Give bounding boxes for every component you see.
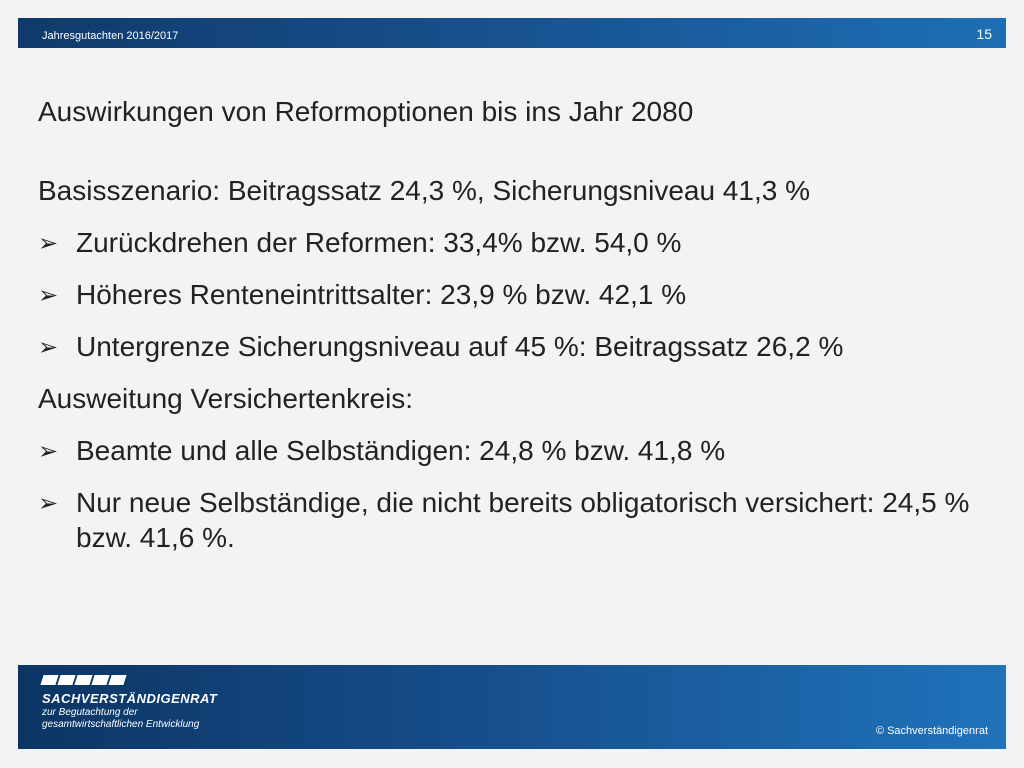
page-number: 15 — [976, 26, 992, 42]
slide-content — [38, 95, 1018, 572]
basis-scenario-line: Basisszenario: Beitragssatz 24,3 %, Sicherungsniveau 41,3 % — [38, 175, 810, 206]
bullet-text: Nur neue Selbständige, die nicht bereits obligatorisch versichert: 24,5 % bzw. 41,6 %. — [76, 487, 970, 553]
bullet-item — [38, 277, 1018, 312]
slide-title: Auswirkungen von Reformoptionen bis ins Jahr 2080 — [38, 96, 694, 127]
logo-subtitle-1: zur Begutachtung der — [42, 707, 138, 718]
section-heading: Ausweitung Versichertenkreis: — [38, 383, 414, 414]
bullet-text: Höheres Renteneintrittsalter: 23,9 % bzw. 42,1 % — [76, 279, 687, 310]
copyright-notice: © Sachverständigenrat — [875, 725, 988, 737]
arrow-bullet-icon: ➢ — [38, 437, 59, 465]
bullet-text: Untergrenze Sicherungsniveau auf 45 %: Beitragssatz 26,2 % — [76, 331, 844, 362]
bullet-item — [38, 225, 1018, 260]
arrow-bullet-icon: ➢ — [38, 281, 59, 309]
bullet-item — [38, 329, 1018, 364]
header-bar — [18, 18, 1006, 48]
logo-subtitle-2: gesamtwirtschaftlichen Entwicklung — [42, 719, 200, 730]
arrow-bullet-icon: ➢ — [38, 333, 59, 361]
logo-name: SACHVERSTÄNDIGENRAT — [42, 691, 218, 706]
report-label: Jahresgutachten 2016/2017 — [42, 30, 179, 42]
sachverstaendigenrat-logo — [42, 675, 217, 731]
bullet-text: Beamte und alle Selbständigen: 24,8 % bzw. 41,8 % — [76, 435, 726, 466]
footer-bar — [18, 665, 1006, 749]
arrow-bullet-icon: ➢ — [38, 489, 59, 517]
bullet-item — [38, 433, 1018, 468]
bullet-item — [38, 485, 1018, 555]
arrow-bullet-icon: ➢ — [38, 229, 59, 257]
bullet-text: Zurückdrehen der Reformen: 33,4% bzw. 54,0 % — [76, 227, 682, 258]
logo-mark-icon — [42, 675, 217, 685]
